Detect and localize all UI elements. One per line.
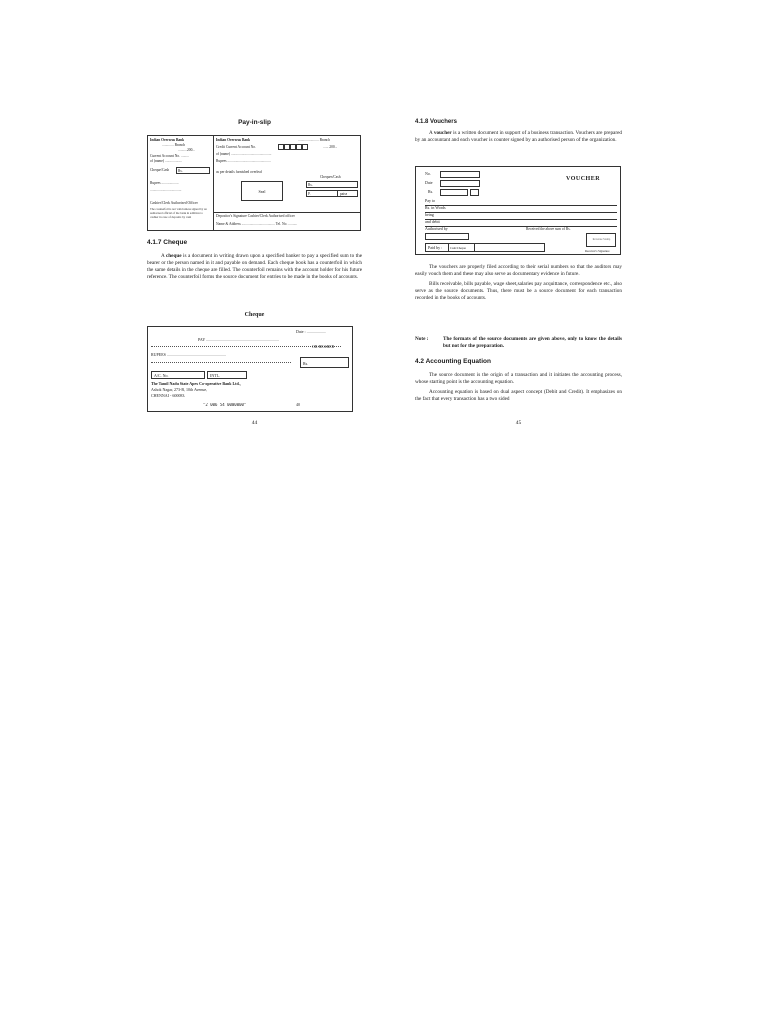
slip-bank: Indian Overseas Bank — [216, 138, 251, 142]
voucher-definition — [415, 130, 622, 144]
voucher-rule — [425, 205, 617, 206]
voucher-form — [415, 166, 621, 255]
voucher-date-box — [440, 180, 480, 187]
counterfoil-date: ..........200... — [178, 148, 196, 152]
voucher-authorised-by: Authorised by — [425, 227, 448, 231]
counterfoil-divider — [213, 136, 214, 231]
note-block — [415, 336, 622, 350]
voucher-paise-box — [470, 189, 479, 196]
cheque-micr-end: 40 — [296, 403, 300, 407]
cheque-definition — [147, 253, 362, 281]
cheque-form — [147, 326, 353, 412]
counterfoil-bank: Indian Overseas Bank — [150, 138, 185, 142]
slip-date: ...... 200... — [323, 145, 338, 149]
cheque-rupees-line — [151, 362, 291, 363]
slip-branch: ....................... Branch — [298, 138, 330, 142]
section-heading-accounting-equation: 4.2 Accounting Equation — [415, 358, 491, 365]
cheque-micr-code: "2 006 54 0000000" — [203, 403, 247, 407]
voucher-pay-to: Pay to — [425, 199, 436, 203]
term-cheque: cheque — [165, 253, 182, 259]
page-number-left: 44 — [251, 420, 258, 426]
cheque-address-line-1: Ashok Nagar, 273-B, 10th Avenue, — [151, 388, 208, 392]
counterfoil-rupees: Rupees ................... — [150, 181, 179, 185]
voucher-no-label: No. — [425, 172, 431, 176]
voucher-title: VOUCHER — [566, 176, 601, 182]
voucher-rule — [425, 212, 617, 213]
counterfoil-dotted-line: ................................... — [150, 188, 182, 192]
slip-credit-account: Credit Current Account No. — [216, 145, 256, 149]
voucher-receiver-signature: Receiver's Signature — [585, 249, 610, 253]
voucher-rule — [425, 226, 617, 227]
intl-box — [207, 371, 247, 379]
slip-signatures: Depositor's Signature Cashier/Clerk Authorised officer — [216, 214, 295, 218]
counterfoil-cheque-cash: Cheque/Cash — [150, 168, 170, 172]
cheque-amount-box — [300, 357, 349, 368]
section-heading-vouchers: 4.1.8 Vouchers — [415, 119, 457, 125]
payin-slip-title: Pay-in-slip — [238, 119, 271, 126]
voucher-and-debit: and debit — [425, 220, 440, 224]
cheque-date: Date : ................... — [296, 330, 326, 334]
slip-amount-box — [306, 181, 358, 188]
voucher-rs-box — [440, 189, 468, 196]
accounting-equation-text — [415, 372, 622, 406]
slip-rupees: Rupees ................................................ — [216, 159, 271, 163]
cheque-intl: INTL. — [210, 373, 221, 378]
slip-account-digit-boxes — [278, 144, 308, 150]
counterfoil-amount-box — [176, 167, 210, 174]
slip-p: P. — [308, 192, 311, 196]
paragraph-source-origin: The source document is the origin of a transaction and it initiates the accounting process, whose starting point is the accounting equation. — [415, 372, 622, 385]
note-text: The formats of the source documents are given above, only to know the details but not for the preparation. — [443, 336, 622, 349]
voucher-no-box — [440, 171, 480, 178]
text-run: is a written document in support of a business transaction. Vouchers are prepared by an accountant and each voucher is counter signed by an authorised person of the organization. — [415, 130, 622, 143]
paragraph-vouchers-filed: The vouchers are properly filed according to their serial numbers so that the auditors may easily vouch them and these may also serve as documentary evidence in future. — [415, 264, 622, 277]
cheque-pay: PAY ......................................................................... — [198, 338, 280, 342]
revenue-stamp-label: Revenue Stamp — [592, 238, 611, 241]
slip-paise: paise — [340, 192, 348, 196]
digit-box — [302, 144, 308, 150]
voucher-paid-by: Paid by : — [428, 246, 443, 250]
slip-name: of (name) ............................................. — [216, 152, 272, 156]
voucher-paragraph — [415, 130, 622, 147]
cheque-or-bearer: OR BEARER — [312, 345, 335, 349]
cheque-title: Cheque — [244, 312, 265, 318]
counterfoil-account-no: Current Account No. ......... — [150, 154, 190, 158]
voucher-received: Received the above sum of Rs. — [526, 227, 571, 231]
left-page — [147, 115, 362, 435]
slip-name-address: Name & Address ..................................... Tel. No. .......... — [216, 222, 298, 226]
paid-by-divider — [448, 244, 449, 252]
payin-slip-form — [147, 135, 361, 231]
paragraph-dual-aspect: Accounting equation is based on dual aspect concept (Debit and Credit). It emphasizes on the fact that every transaction has a two sided — [415, 388, 622, 402]
cheque-rs: Rs. — [303, 362, 309, 366]
voucher-rule — [425, 219, 617, 220]
voucher-authorised-box — [425, 233, 469, 240]
cheque-ac-no: A/C. No. — [154, 373, 169, 378]
revenue-stamp-box — [586, 233, 616, 247]
counterfoil-rs: Rs. — [178, 169, 183, 173]
note-label: Note : — [415, 336, 429, 342]
slip-overleaf-note: as per details furnished overleaf — [216, 170, 262, 174]
seal-label: Seal — [258, 189, 266, 194]
text-run: A — [429, 130, 434, 136]
voucher-rs-in-words: Rs. in Words — [425, 206, 446, 210]
paise-divider — [337, 191, 338, 197]
voucher-cash-cheque: Cash/Cheque — [450, 246, 466, 250]
text-run: is a document in writing drawn upon a specified banker to pay a specified sum to the bearer or the person named in it and payable on demand. Each cheque book has a counterfoil in which the same details in the cheque are filled. The counterfoil remains with the account holder for his future reference. The counterfoil forms the source document for entries to be made in the books of accounts. — [147, 253, 362, 280]
right-page — [415, 115, 622, 435]
cheque-bank-name: The Tamil Nadu State Apex Co-operative Bank Ltd., — [151, 382, 241, 386]
account-number-box — [151, 371, 205, 379]
text-run: A — [161, 253, 166, 259]
page-number-right: 45 — [515, 420, 522, 426]
cheque-paragraph — [147, 253, 362, 284]
voucher-rs-label: Rs. — [428, 190, 434, 194]
slip-rs: Rs. — [308, 183, 313, 187]
cheque-rupees: RUPEES ........................................................... — [151, 353, 226, 357]
voucher-explanation — [415, 264, 622, 305]
voucher-being: being — [425, 213, 434, 217]
cheque-address-line-2: CHENNAI - 600083. — [151, 394, 186, 398]
slip-paise-box — [306, 190, 358, 197]
counterfoil-note: The counterfoil is not valid unless signed by an authorised official of the bank in addition to cashier in case of deposits by cash — [150, 207, 207, 219]
counterfoil-branch: ............. Branch — [162, 143, 185, 147]
counterfoil-name: of (name) ................... — [150, 159, 183, 163]
paragraph-source-documents: Bills receivable, bills payable, wage sheet,salaries pay acquittance, correspondence etc., also serve as the source documents. Thus, there must be a source document for each transaction recorded in the books of accounts. — [415, 280, 622, 301]
slip-signature-rule — [213, 212, 361, 213]
slip-cheques-cash: Cheques/Cash — [320, 175, 341, 179]
voucher-paid-by-box — [425, 243, 545, 252]
seal-box — [241, 181, 283, 201]
section-heading-cheque: 4.1.7 Cheque — [147, 239, 188, 246]
voucher-date-label: Date — [425, 181, 433, 185]
counterfoil-signatures: Cashier/Clerk Authorised Officer — [150, 201, 198, 205]
paid-by-divider — [474, 244, 475, 252]
term-voucher: voucher — [433, 130, 452, 136]
